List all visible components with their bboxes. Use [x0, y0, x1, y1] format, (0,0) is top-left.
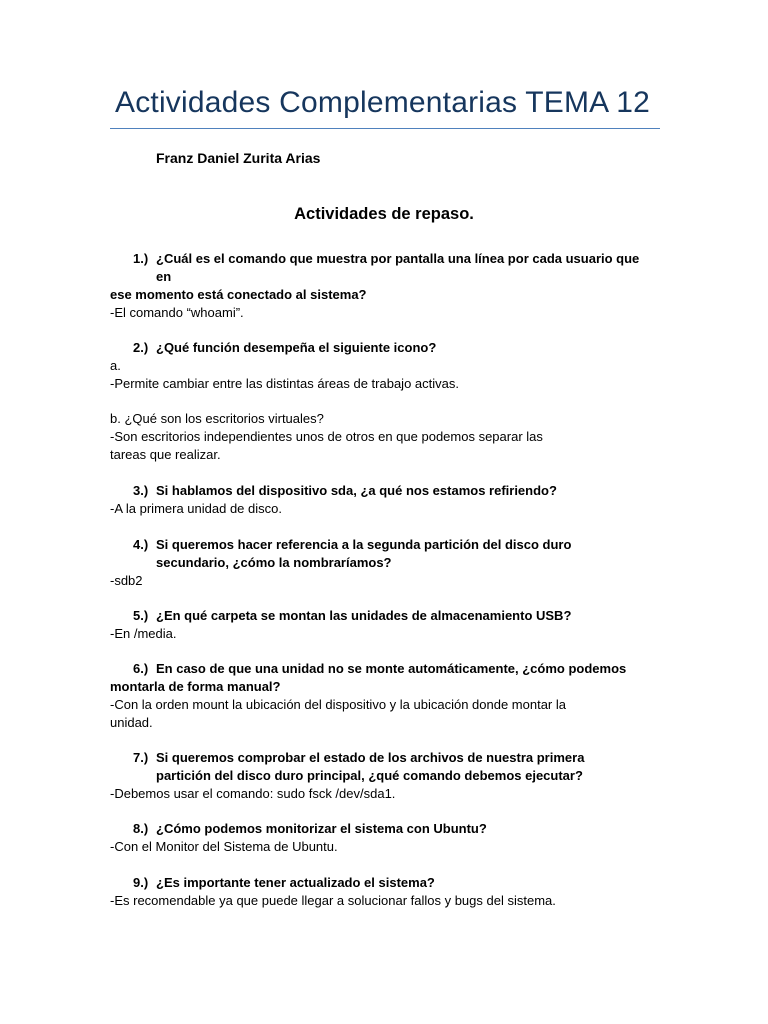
answer-text: -Es recomendable ya que puede llegar a solucionar fallos y bugs del sistema. [110, 893, 556, 908]
question-number: 3.) [133, 483, 149, 498]
question-text: ¿Cómo podemos monitorizar el sistema con Ubuntu? [156, 821, 487, 836]
author-name: Franz Daniel Zurita Arias [156, 150, 321, 166]
answer-text: a. [110, 358, 121, 373]
question-text: Si hablamos del dispositivo sda, ¿a qué nos estamos refiriendo? [156, 483, 557, 498]
question-number: 5.) [133, 608, 149, 623]
title-underline [110, 128, 660, 129]
question-number: 9.) [133, 875, 149, 890]
answer-text: unidad. [110, 715, 153, 730]
question-text: ¿Cuál es el comando que muestra por pantalla una línea por cada usuario que [156, 251, 640, 266]
question-text: En caso de que una unidad no se monte automáticamente, ¿cómo podemos [156, 661, 627, 676]
question-number: 7.) [133, 750, 149, 765]
answer-text: -Con la orden mount la ubicación del dispositivo y la ubicación donde montar la [110, 697, 566, 712]
question-number: 1.) [133, 251, 149, 266]
answer-text: -Son escritorios independientes unos de otros en que podemos separar las [110, 429, 543, 444]
question-text: ¿Qué función desempeña el siguiente icono? [156, 340, 437, 355]
question-number: 6.) [133, 661, 149, 676]
answer-text: -Permite cambiar entre las distintas áreas de trabajo activas. [110, 376, 459, 391]
answer-text: tareas que realizar. [110, 447, 221, 462]
question-number: 4.) [133, 537, 149, 552]
answer-text: -A la primera unidad de disco. [110, 501, 282, 516]
question-text: secundario, ¿cómo la nombraríamos? [156, 555, 392, 570]
section-heading: Actividades de repaso. [294, 205, 474, 223]
answer-text: -El comando “whoami”. [110, 305, 244, 320]
question-text: en [156, 269, 172, 284]
question-text: ¿En qué carpeta se montan las unidades de almacenamiento USB? [156, 608, 572, 623]
question-text: Si queremos hacer referencia a la segunda partición del disco duro [156, 537, 572, 552]
answer-text: -Debemos usar el comando: sudo fsck /dev/sda1. [110, 786, 396, 801]
question-text: partición del disco duro principal, ¿qué comando debemos ejecutar? [156, 768, 583, 783]
answer-text: -sdb2 [110, 573, 143, 588]
answer-text: -En /media. [110, 626, 177, 641]
question-text: montarla de forma manual? [110, 679, 281, 694]
answer-text: -Con el Monitor del Sistema de Ubuntu. [110, 839, 338, 854]
question-text: ¿Es importante tener actualizado el sistema? [156, 875, 435, 890]
question-number: 8.) [133, 821, 149, 836]
question-number: 2.) [133, 340, 149, 355]
question-text: Si queremos comprobar el estado de los archivos de nuestra primera [156, 750, 585, 765]
answer-text: b. ¿Qué son los escritorios virtuales? [110, 411, 324, 426]
document-title: Actividades Complementarias TEMA 12 [115, 86, 651, 119]
question-text: ese momento está conectado al sistema? [110, 287, 367, 302]
